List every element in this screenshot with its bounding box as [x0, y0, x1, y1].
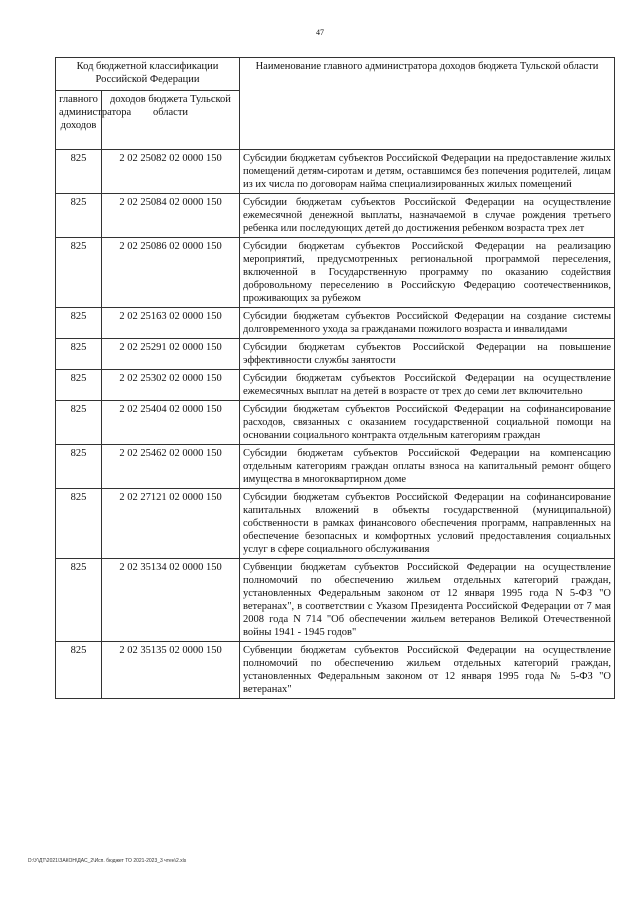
cell-revenue-name: Субсидии бюджетам субъектов Российской Федерации на реализацию мероприятий, предусмотренных региональной программой переселения, включенной в Государственную программу по оказанию содействия добровольному переселению в Российскую Федерацию соотечественников, проживающих за рубежом: [240, 238, 615, 308]
cell-revenue-name: Субсидии бюджетам субъектов Российской Федерации на софинансирование расходов, связанных с оказанием государственной социальной помощи на основании социального контракта отдельным категориям граждан: [240, 401, 615, 445]
cell-admin-code: 825: [56, 194, 102, 238]
cell-admin-code: 825: [56, 559, 102, 642]
table-row: [56, 401, 615, 445]
cell-revenue-code: 2 02 25302 02 0000 150: [102, 370, 240, 401]
cell-admin-code: 825: [56, 401, 102, 445]
table-header-row: [56, 58, 615, 91]
cell-revenue-name: Субсидии бюджетам субъектов Российской Федерации на компенсацию отдельным категориям граждан оплаты взноса на капитальный ремонт общего имущества в многоквартирном доме: [240, 445, 615, 489]
cell-revenue-code: 2 02 35134 02 0000 150: [102, 559, 240, 642]
cell-revenue-code: 2 02 25291 02 0000 150: [102, 339, 240, 370]
cell-revenue-code: 2 02 25404 02 0000 150: [102, 401, 240, 445]
cell-admin-code: 825: [56, 370, 102, 401]
cell-admin-code: 825: [56, 339, 102, 370]
cell-revenue-name: Субсидии бюджетам субъектов Российской Федерации на предоставление жилых помещений детям-сиротам и детям, оставшимся без попечения родителей, лицам из их числа по договорам найма специализированных жилых помещений: [240, 150, 615, 194]
cell-revenue-code: 2 02 25462 02 0000 150: [102, 445, 240, 489]
cell-revenue-name: Субсидии бюджетам субъектов Российской Федерации на осуществление ежемесячной денежной выплаты, назначаемой в случае рождения третьего ребенка или последующих детей до достижения ребенком возраста трех лет: [240, 194, 615, 238]
cell-revenue-name: Субсидии бюджетам субъектов Российской Федерации на повышение эффективности службы занятости: [240, 339, 615, 370]
table-row: [56, 339, 615, 370]
table-row: [56, 642, 615, 699]
cell-admin-code: 825: [56, 308, 102, 339]
cell-revenue-code: 2 02 25163 02 0000 150: [102, 308, 240, 339]
header-main-administrator: главного администратора доходов: [56, 91, 102, 150]
header-classification-code: Код бюджетной классификации Российской Федерации: [56, 58, 240, 91]
cell-revenue-code: 2 02 25086 02 0000 150: [102, 238, 240, 308]
header-administrator-name: Наименование главного администратора доходов бюджета Тульской области: [240, 58, 615, 150]
cell-admin-code: 825: [56, 150, 102, 194]
cell-revenue-name: Субсидии бюджетам субъектов Российской Федерации на осуществление ежемесячных выплат на детей в возрасте от трех до семи лет включительно: [240, 370, 615, 401]
cell-revenue-code: 2 02 27121 02 0000 150: [102, 489, 240, 559]
cell-revenue-code: 2 02 25082 02 0000 150: [102, 150, 240, 194]
table-row: [56, 445, 615, 489]
header-revenue-code: доходов бюджета Тульской области: [102, 91, 240, 150]
table-row: [56, 370, 615, 401]
table-row: [56, 194, 615, 238]
table-row: [56, 150, 615, 194]
cell-admin-code: 825: [56, 642, 102, 699]
cell-revenue-name: Субсидии бюджетам субъектов Российской Федерации на создание системы долговременного ухода за гражданами пожилого возраста и инвалидами: [240, 308, 615, 339]
cell-admin-code: 825: [56, 445, 102, 489]
table-row: [56, 308, 615, 339]
cell-revenue-name: Субвенции бюджетам субъектов Российской Федерации на осуществление полномочий по обеспечению жильем отдельных категорий граждан, установленных Федеральным законом от 12 января 1995 года № 5-ФЗ "О ветеранах": [240, 642, 615, 699]
page-number: 47: [316, 28, 324, 37]
cell-admin-code: 825: [56, 238, 102, 308]
cell-revenue-code: 2 02 35135 02 0000 150: [102, 642, 240, 699]
revenue-classification-table: [55, 57, 615, 699]
cell-revenue-code: 2 02 25084 02 0000 150: [102, 194, 240, 238]
table-row: [56, 238, 615, 308]
table-row: [56, 559, 615, 642]
table-row: [56, 489, 615, 559]
cell-revenue-name: Субсидии бюджетам субъектов Российской Федерации на софинансирование капитальных вложений в объекты государственной (муниципальной) собственности в рамках финансового обеспечения программ, направленных на обеспечение безопасных и комфортных условий предоставления социальных услуг в сфере социального обслуживания: [240, 489, 615, 559]
cell-admin-code: 825: [56, 489, 102, 559]
file-path-footer: D:\У\ДТ\2021\ЗАКОН\ДАС_2\Исп. бюджет ТО 2021-2023_3 чтен\2.xls: [28, 858, 187, 864]
cell-revenue-name: Субвенции бюджетам субъектов Российской Федерации на осуществление полномочий по обеспечению жильем отдельных категорий граждан, установленных Федеральным законом от 12 января 1995 года N 5-ФЗ "О ветеранах", в соответствии с Указом Президента Российской Федерации от 7 мая 2008 года N 714 "Об обеспечении жильем ветеранов Великой Отечественной войны 1941 - 1945 годов": [240, 559, 615, 642]
